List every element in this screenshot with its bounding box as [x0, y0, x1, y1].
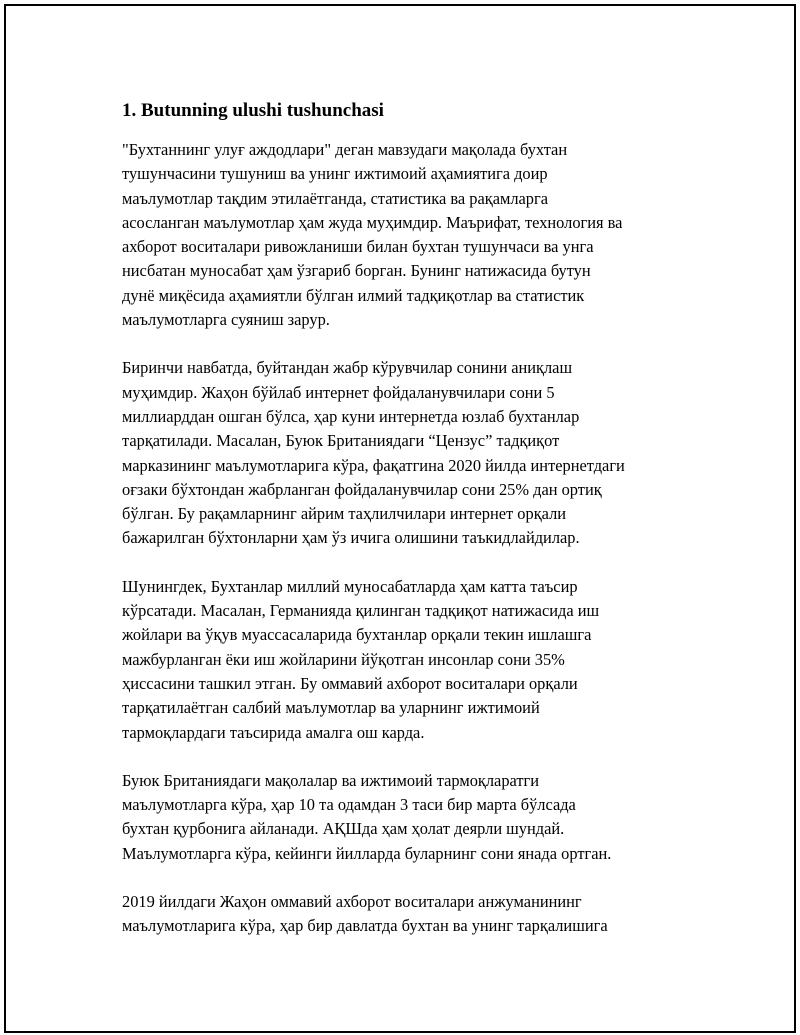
text-line: тушунчасини тушуниш ва унинг ижтимоий аҳамиятига доир — [122, 164, 548, 184]
text-line: оғзаки бўхтондан жабрланган фойдаланувчилар сони 25% дан ортиқ — [122, 479, 602, 499]
text-line: Маълумотларга кўра, кейинги йилларда буларнинг сони янада ортган. — [122, 843, 612, 863]
text-line: бўлган. Бу рақамларнинг айрим таҳлилчилари интернет орқали — [122, 504, 567, 524]
text-line: маълумотлар тақдим этилаётганда, статистика ва рақамларга — [122, 188, 548, 208]
text-line: маълумотларига кўра, ҳар бир давлатда бухтан ва унинг тарқалишига — [122, 916, 608, 936]
text-line: маълумотларга кўра, ҳар 10 та одамдан 3 таси бир марта бўлсада — [122, 795, 576, 815]
document-page — [4, 4, 796, 1033]
text-line: муҳимдир. Жаҳон бўйлаб интернет фойдаланувчилари сони 5 — [122, 382, 555, 402]
text-line: "Бухтаннинг улуғ аждодлари" деган мавзудаги мақолада бухтан — [122, 140, 568, 159]
text-line: мажбурланган ёки иш жойларини йўқотган инсонлар сони 35% — [122, 649, 565, 669]
section-heading: 1. Butunning ulushi tushunchasi — [122, 100, 384, 121]
text-line: ахборот воситалари ривожланиши билан бухтан тушунчаси ва унга — [122, 237, 594, 257]
text-line: жойлари ва ўқув муассасаларида бухтанлар орқали текин ишлашга — [122, 625, 592, 645]
text-line: тарқатилади. Масалан, Буюк Британиядаги “Цензус” тадқиқот — [122, 431, 560, 451]
text-line: нисбатан муносабат ҳам ўзгариб борган. Бунинг натижасида бутун — [122, 261, 591, 281]
text-line: маълумотларга суяниш зарур. — [122, 310, 330, 330]
paragraph — [122, 138, 702, 332]
text-line: Биринчи навбатда, буйтандан жабр кўрувчилар сонини аниқлаш — [122, 358, 573, 378]
text-line: тарқатилаётган салбий маълумотлар ва уларнинг ижтимоий — [122, 698, 540, 718]
text-line: 2019 йилдаги Жаҳон оммавий ахборот воситалари анжуманининг — [122, 892, 582, 912]
text-line: асосланган маълумотлар ҳам жуда муҳимдир. Маърифат, технология ва — [122, 212, 623, 232]
text-line: бухтан қурбонига айланади. АҚШда ҳам ҳолат деярли шундай. — [122, 819, 565, 839]
paragraph — [122, 356, 702, 550]
text-line: Буюк Британиядаги мақолалар ва ижтимоий тармоқларатги — [122, 770, 540, 790]
paragraph — [122, 769, 702, 866]
text-line: марказининг маълумотларига кўра, фақатгина 2020 йилда интернетдаги — [122, 455, 625, 475]
text-line: тармоқлардаги таъсирида амалга ош карда. — [122, 722, 425, 742]
document-body — [122, 98, 702, 963]
text-line: Шунингдек, Бухтанлар миллий муносабатларда ҳам катта таъсир — [122, 576, 578, 596]
text-line: ҳиссасини ташкил этган. Бу оммавий ахборот воситалари орқали — [122, 673, 578, 693]
text-line: дунё миқёсида аҳамиятли бўлган илмий тадқиқотлар ва статистик — [122, 285, 585, 305]
paragraph — [122, 575, 702, 745]
text-line: миллиарддан ошган бўлса, ҳар куни интернетда юзлаб бухтанлар — [122, 406, 580, 426]
paragraph — [122, 890, 702, 939]
text-line: бажарилган бўхтонларни ҳам ўз ичига олишини таъкидлайдилар. — [122, 528, 580, 548]
text-line: кўрсатади. Масалан, Германияда қилинган тадқиқот натижасида иш — [122, 601, 600, 621]
